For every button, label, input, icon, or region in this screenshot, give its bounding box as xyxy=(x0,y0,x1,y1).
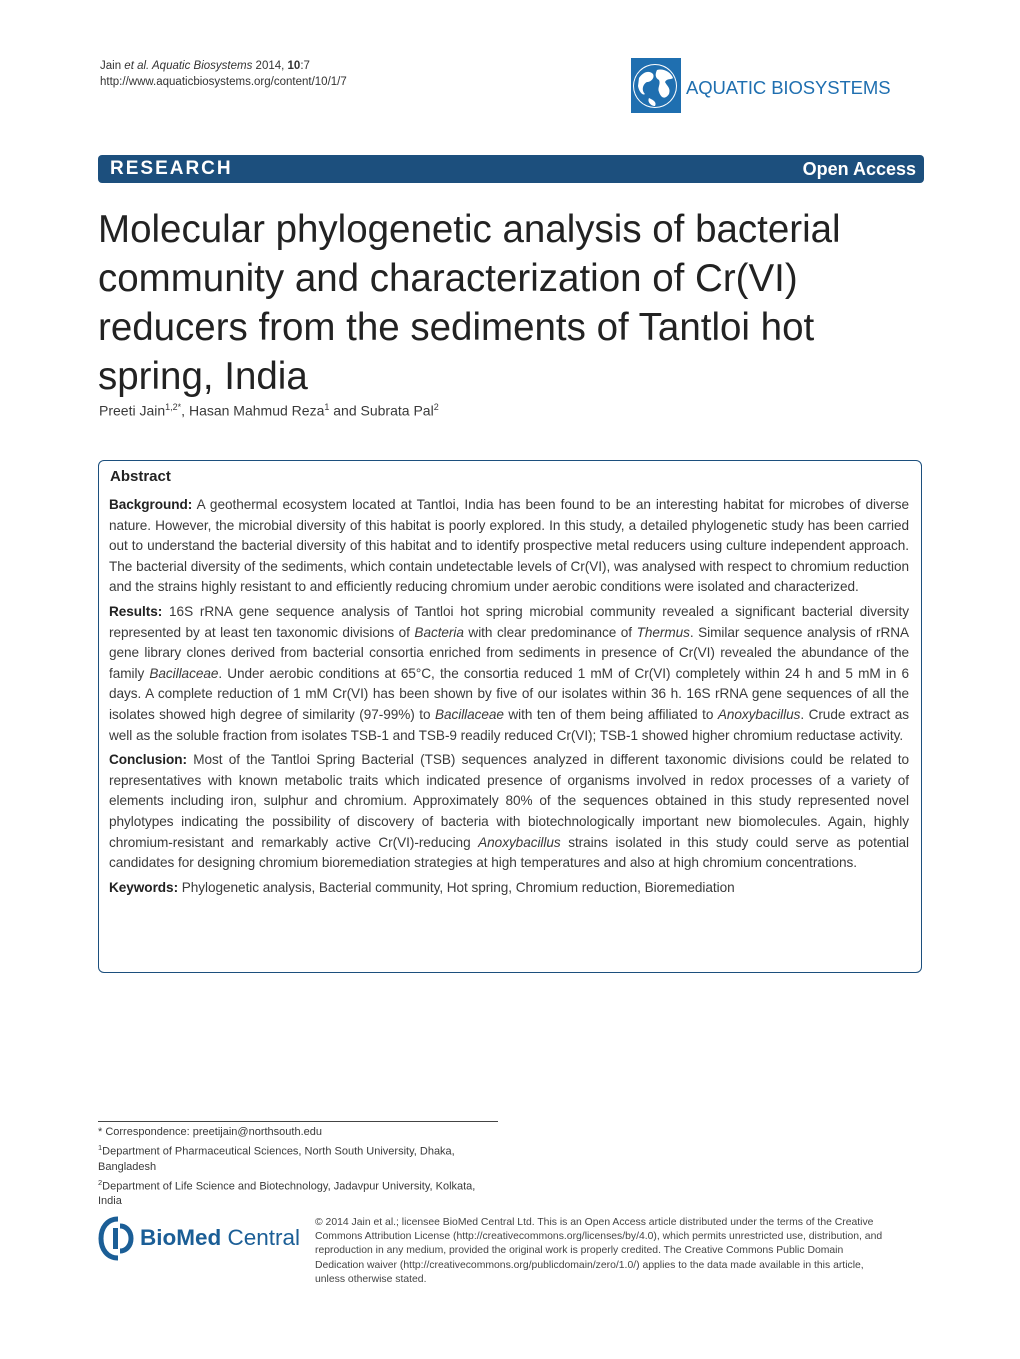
author-name: Subrata Pal xyxy=(360,402,434,419)
article-title: Molecular phylogenetic analysis of bacterial community and characterization of Cr(VI) reducers from the sediments of Tantloi hot spring, India xyxy=(98,208,841,398)
results-taxon: Bacteria xyxy=(414,624,464,640)
biomed-central-logo xyxy=(98,1216,301,1261)
affiliation-1 xyxy=(98,1140,498,1175)
affiliation-text: Department of Pharmaceutical Sciences, North South University, Dhaka, Bangladesh xyxy=(98,1145,455,1173)
abstract-conclusion xyxy=(109,750,909,874)
citation-article: :7 xyxy=(300,60,310,72)
affiliation-sup: 1 xyxy=(98,1143,103,1152)
publisher-name-bold: BioMed xyxy=(140,1225,222,1250)
author-separator: , xyxy=(181,402,189,419)
citation-authors: Jain xyxy=(100,60,125,72)
globe-icon xyxy=(631,56,683,114)
abstract-body xyxy=(109,495,909,902)
abstract-results xyxy=(109,602,909,746)
results-text: . Under aerobic conditions at 65°C, the consortia reduced 1 mM of Cr(VI) completely within 24 h and 5 mM in 6 days. A complete reduction of 1 mM Cr(VI) has been shown by five of our isolates within 36 h. 16S rRNA gene sequences of all the isolates showed high degree of similarity (97-99%) to xyxy=(109,665,909,722)
results-text: with ten of them being affiliated to xyxy=(503,706,718,722)
correspondence-note: * Correspondence: preetijain@northsouth.edu xyxy=(98,1126,322,1138)
abstract-heading: Abstract xyxy=(110,468,171,485)
author-affiliation-sup: 2 xyxy=(433,402,439,412)
abstract-background xyxy=(109,495,909,598)
open-access-label: Open Access xyxy=(802,159,916,179)
article-type-banner xyxy=(98,155,924,183)
journal-logo xyxy=(631,56,927,114)
author-list xyxy=(99,402,439,419)
conclusion-text: strains isolated in this study could serve as potential candidates for designing chromium bioremediation strategies at high temperatures and also at high chromium concentrations. xyxy=(109,834,909,871)
citation-header xyxy=(100,58,347,90)
affiliation-sup: 2 xyxy=(98,1177,103,1187)
author-separator: and xyxy=(329,402,361,419)
biomed-central-icon xyxy=(98,1216,138,1261)
keywords-text: Phylogenetic analysis, Bacterial community, Hot spring, Chromium reduction, Bioremediation xyxy=(178,879,735,895)
citation-etal: et al. xyxy=(124,60,150,72)
publisher-name-rest: Central xyxy=(221,1225,301,1250)
results-taxon: Thermus xyxy=(636,624,690,640)
author-affiliation-sup: 1,2* xyxy=(165,402,182,412)
results-label: Results: xyxy=(109,603,163,619)
footnote-divider xyxy=(98,1121,498,1122)
citation-year: 2014, xyxy=(252,60,288,72)
background-text: A geothermal ecosystem located at Tantloi, India has been found to be an interesting habitat for microbes of diverse nature. However, the microbial diversity of this habitat is poorly explored. In this study, a detailed phylogenetic study has been carried out to understand the bacterial diversity of this habitat and to identify prospective metal reducers using culture independent approach. The bacterial diversity of the sediments, which contain undetectable levels of Cr(VI), was analysed with respect to chromium reduction and the strains highly resistant to and efficiently reducing chromium under aerobic conditions were isolated and characterized. xyxy=(109,497,909,595)
license-text: © 2014 Jain et al.; licensee BioMed Central Ltd. This is an Open Access article distributed under the terms of the Creative Commons Attribution License (http://creativecommons.org/licenses/by/4.0), which permits unrestricted use, distribution, and reproduction in any medium, provided the original work is properly credited. The Creative Commons Public Domain Dedication waiver (http://creativecommons.org/publicdomain/zero/1.0/) applies to the data made available in this article, unless otherwise stated. xyxy=(315,1217,883,1285)
affiliation-2 xyxy=(98,1175,498,1210)
article-type-label: RESEARCH xyxy=(110,158,233,179)
results-taxon: Anoxybacillus xyxy=(717,706,801,722)
author-affiliation-sup: 1 xyxy=(324,402,330,412)
abstract-keywords xyxy=(109,878,909,899)
citation-journal: Aquatic Biosystems xyxy=(149,60,253,72)
citation-volume: 10 xyxy=(287,60,301,72)
affiliation-text: Department of Life Science and Biotechnology, Jadavpur University, Kolkata, India xyxy=(98,1180,476,1208)
background-label: Background: xyxy=(109,497,193,512)
results-taxon: Bacillaceae xyxy=(434,706,504,722)
keywords-label: Keywords: xyxy=(109,879,179,895)
conclusion-label: Conclusion: xyxy=(109,752,187,768)
results-text: with clear predominance of xyxy=(463,624,637,640)
results-text: 16S rRNA gene sequence analysis of Tantloi hot spring microbial community revealed a significant bacterial diversity represented by at least ten taxonomic divisions of xyxy=(109,603,909,640)
citation-line xyxy=(100,58,347,74)
journal-name: AQUATIC BIOSYSTEMS xyxy=(686,77,891,98)
results-taxon: Bacillaceae xyxy=(149,665,219,681)
biomed-central-wordmark xyxy=(140,1225,300,1251)
conclusion-text: Most of the Tantloi Spring Bacterial (TSB) sequences analyzed in different taxonomic divisions could be related to representatives with known metabolic traits which indicated presence of organisms involved in redox processes of a variety of elements including iron, sulphur and chromium. Approximately 80% of the sequences obtained in this study represented novel phylotypes indicating the possibility of discovery of bacteria with biotechnologically important new biomolecules. Again, highly chromium-resistant and remarkably active Cr(VI)-reducing xyxy=(109,752,909,850)
results-text: . Similar sequence analysis of rRNA gene library clones derived from bacterial consortia enriched from sediments in presence of Cr(VI) revealed the abundance of the family xyxy=(109,624,909,681)
author-name: Hasan Mahmud Reza xyxy=(188,402,325,419)
article-url-link[interactable]: http://www.aquaticbiosystems.org/content/10/1/7 xyxy=(100,76,347,88)
author-name: Preeti Jain xyxy=(99,402,166,419)
footnotes xyxy=(98,1125,498,1209)
conclusion-taxon: Anoxybacillus xyxy=(478,834,561,850)
results-text: . Crude extract as well as the soluble fraction from isolates TSB-1 and TSB-9 readily reduced Cr(VI); TSB-1 showed higher chromium reductase activity. xyxy=(109,706,909,743)
